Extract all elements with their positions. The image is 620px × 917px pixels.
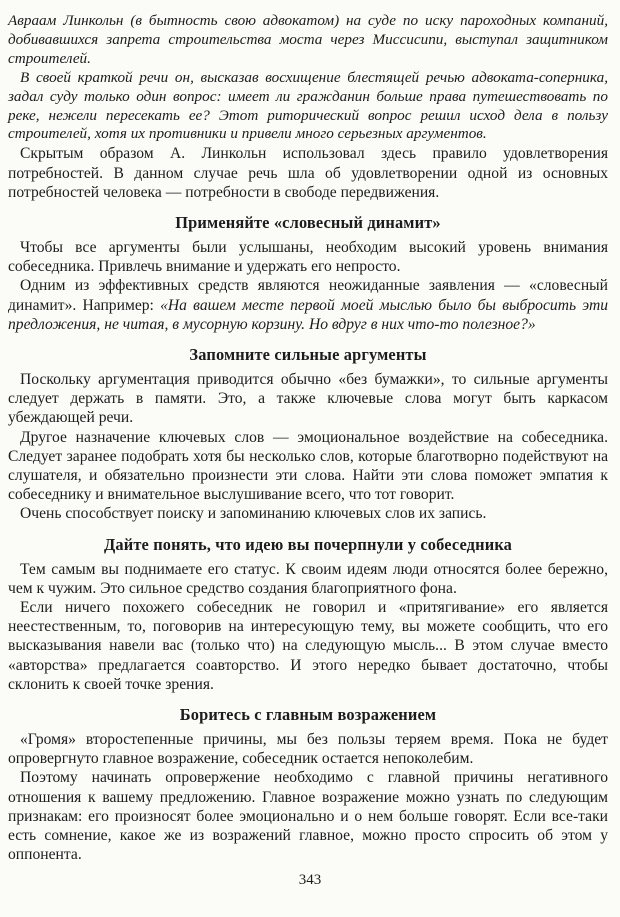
arguments-paragraph-1: Поскольку аргументация приводится обычно «без бумажки», то сильные аргументы следует держать в памяти. Это, а также ключевые слова могут быть каркасом убеждающей речи. [8, 370, 608, 427]
intro-paragraph-2: В своей краткой речи он, высказав восхищение блестящей речью адвоката-соперника, задал суду только один вопрос: имеет ли гражданин больше права путешествовать по реке, нежели пересекать ее? Этот риторический вопрос решил исход дела в пользу строителей, хотя их противники и привели много серьезных аргументов. [8, 68, 608, 143]
arguments-paragraph-2: Другое назначение ключевых слов — эмоциональное воздействие на собеседника. Следует заранее подобрать хотя бы несколько слов, которые благотворно подействуют на слушателя, и обязательно произнести эти слова. Найти эти слова поможет эмпатия к собеседнику и внимательное выслушивание всего, что тот говорит. [8, 428, 608, 504]
page-number: 343 [298, 872, 322, 888]
section-heading-borrowed-idea: Дайте понять, что идею вы почерпнули у собеседника [103, 534, 513, 554]
dynamite-paragraph-1: Чтобы все аргументы были услышаны, необходим высокий уровень внимания собеседника. Привлечь внимание и удержать его непросто. [8, 238, 608, 276]
section-heading-strong-arguments: Запомните сильные аргументы [189, 344, 427, 364]
section-heading-dynamite: Применяйте «словесный динамит» [175, 212, 441, 232]
section-heading-main-objection: Боритесь с главным возражением [179, 705, 437, 725]
dynamite-paragraph-2 [8, 276, 608, 334]
intro-paragraph-3: Скрытым образом А. Линкольн использовал здесь правило удовлетворения потребностей. В данном случае речь шла об удовлетворении одной из основных потребностей человека — потребности в свободе передвижения. [8, 145, 608, 201]
objection-paragraph-1: «Громя» второстепенные причины, мы без пользы теряем время. Пока не будет опровергнуто главное возражение, собеседник остается непоколебим. [8, 731, 608, 768]
intro-paragraph-1: Авраам Линкольн (в бытность свою адвокатом) на суде по иску пароходных компаний, добивавшихся запрета строительства моста через Миссисипи, выступал защитником строителей. [8, 12, 608, 67]
arguments-paragraph-3: Очень способствует поиску и запоминанию ключевых слов их запись. [20, 505, 487, 523]
idea-paragraph-2: Если ничего похожего собеседник не говорил и «притягивание» его является неестественным, то, поговорив на интересующую тему, вы можете сообщить, что его высказывания навели вас (только что) на следующую мысль... В этом случае вместо «авторства» предлагается соавторство. И этого нередко бывает достаточно, чтобы склонить к своей точке зрения. [8, 599, 608, 693]
dynamite-lead-text: Одним из эффективных средств являются неожиданные заявления — «словесный динамит». Например: [8, 277, 608, 314]
dynamite-quote: «На вашем месте первой моей мыслью было бы выбросить эти предложения, не читая, в мусорную корзину. Но вдруг в них что-то полезное?» [8, 296, 608, 333]
idea-paragraph-1: Тем самым вы поднимаете его статус. К своим идеям люди относятся более бережно, чем к чужим. Это сильное средство создания благоприятного фона. [8, 560, 608, 597]
objection-paragraph-2: Поэтому начинать опровержение необходимо с главной причины негативного отношения к вашему предложению. Главное возражение можно узнать по следующим признакам: его произносят более эмоционально и о нем больше говорят. Если все-таки есть сомнение, какое же из возражений главное, можно просто спросить об этом у оппонента. [8, 769, 608, 864]
